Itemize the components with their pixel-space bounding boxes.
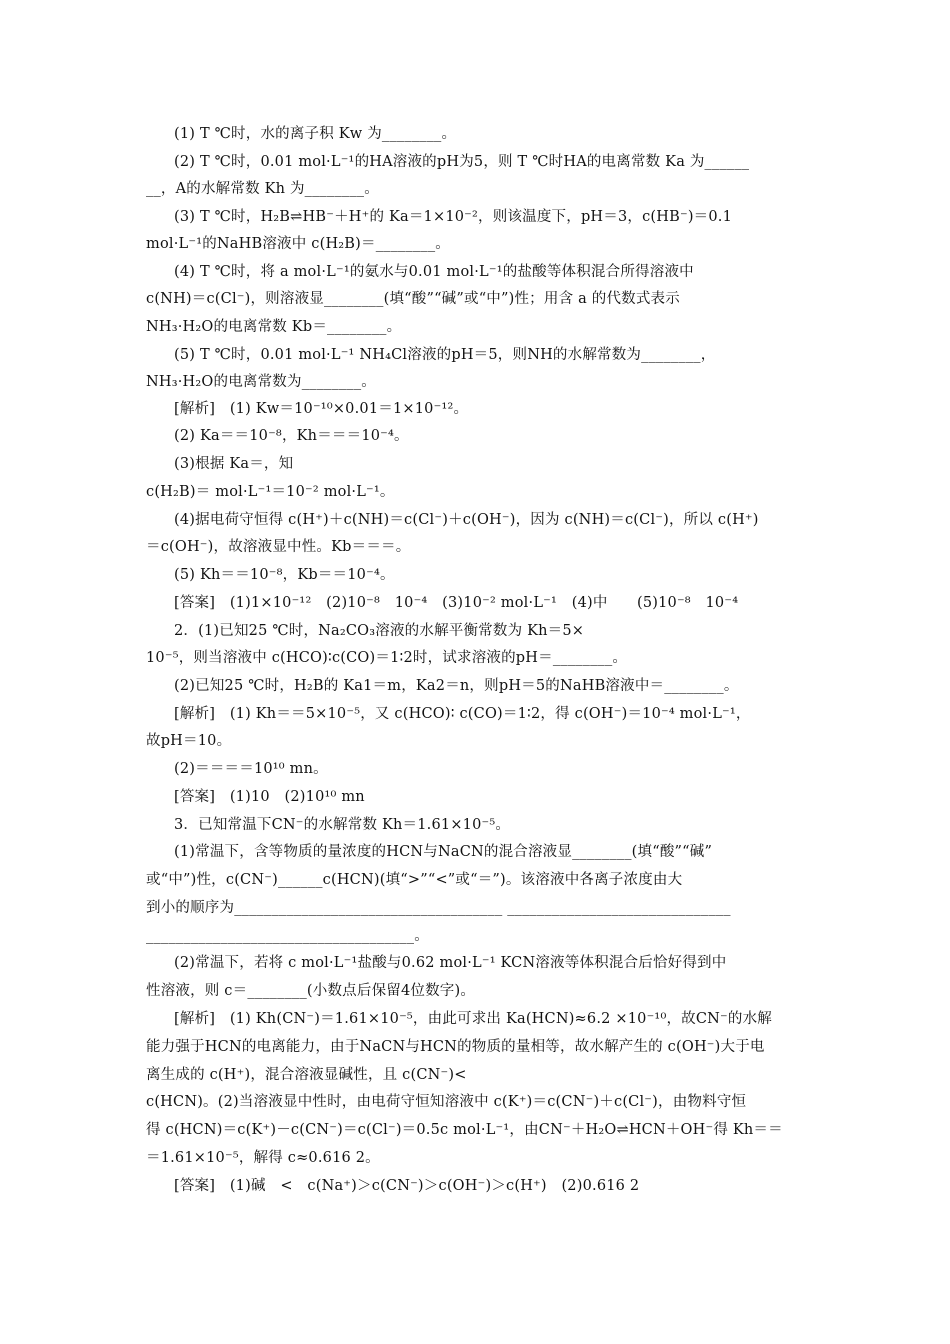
q3-answer-line: [答案] (1)碱 < c(Na⁺)＞c(CN⁻)＞c(OH⁻)＞c(H⁺) (2)0.616 2: [174, 1178, 640, 1194]
q2-analysis-line: 故pH＝10。: [146, 733, 232, 749]
q1-part5-line: (5) T ℃时，0.01 mol·L⁻¹ NH₄Cl溶液的pH＝5，则NH的水解常数为________，: [174, 347, 716, 363]
q1-analysis-line: (3)根据 Ka＝，知: [174, 456, 294, 472]
q2-stem-line-cont: 10⁻⁵，则当溶液中 c(HCO)∶c(CO)＝1∶2时，试求溶液的pH＝________。: [146, 650, 628, 666]
q2-part2-line: (2)已知25 ℃时，H₂B的 Ka1＝m，Ka2＝n，则pH＝5的NaHB溶液中＝________。: [174, 678, 739, 694]
q1-part4-line-cont2: NH₃·H₂O的电离常数 Kb＝________。: [146, 319, 402, 335]
q3-analysis-line: c(HCN)。(2)当溶液显中性时，由电荷守恒知溶液中 c(K⁺)＝c(CN⁻)＋c(Cl⁻)，由物料守恒: [146, 1094, 747, 1110]
q1-part1-line: (1) T ℃时，水的离子积 Kw 为________。: [174, 126, 457, 142]
q2-analysis-line: (2)＝＝＝＝10¹⁰ mn。: [174, 761, 328, 777]
q3-analysis-line: ＝1.61×10⁻⁵，解得 c≈0.616 2。: [146, 1150, 380, 1166]
q1-part5-line-cont: NH₃·H₂O的电离常数为________。: [146, 374, 376, 390]
q1-analysis-line: (2) Ka＝＝10⁻⁸，Kh＝＝＝10⁻⁴。: [174, 428, 409, 444]
q1-part4-line: (4) T ℃时，将 a mol·L⁻¹的氨水与0.01 mol·L⁻¹的盐酸等体积混合所得溶液中: [174, 264, 694, 280]
q1-analysis-line: [解析] (1) Kw＝10⁻¹⁰×0.01＝1×10⁻¹²。: [174, 401, 469, 417]
q1-part2-line-cont: __，A的水解常数 Kh 为________。: [146, 181, 379, 197]
q1-analysis-line: c(H₂B)＝ mol·L⁻¹＝10⁻² mol·L⁻¹。: [146, 484, 395, 500]
q3-part1-line-cont: ____________________________________。: [146, 928, 429, 944]
q3-part1-line: (1)常温下，含等物质的量浓度的HCN与NaCN的混合溶液显________(填“酸”“碱”: [174, 844, 713, 860]
q3-analysis-line: 能力强于HCN的电离能力，由于NaCN与HCN的物质的量相等，故水解产生的 c(OH⁻)大于电: [146, 1039, 765, 1055]
q1-analysis-line: (5) Kh＝＝10⁻⁸，Kb＝＝10⁻⁴。: [174, 567, 395, 583]
q2-stem-line: 2．(1)已知25 ℃时，Na₂CO₃溶液的水解平衡常数为 Kh＝5×: [174, 623, 585, 639]
q2-answer-line: [答案] (1)10 (2)10¹⁰ mn: [174, 789, 365, 805]
q3-analysis-line: 离生成的 c(H⁺)，混合溶液显碱性，且 c(CN⁻)<: [146, 1067, 467, 1083]
q3-analysis-line: [解析] (1) Kh(CN⁻)＝1.61×10⁻⁵，由此可求出 Ka(HCN)≈6.2 ×10⁻¹⁰，故CN⁻的水解: [174, 1011, 772, 1027]
q1-answer-line: [答案] (1)1×10⁻¹² (2)10⁻⁸ 10⁻⁴ (3)10⁻² mol·L⁻¹ (4)中 (5)10⁻⁸ 10⁻⁴: [174, 595, 739, 611]
q3-stem-line: 3．已知常温下CN⁻的水解常数 Kh＝1.61×10⁻⁵。: [174, 817, 511, 833]
q3-part2-line-cont: 性溶液，则 c＝________(小数点后保留4位数字)。: [146, 983, 476, 999]
q1-analysis-line: (4)据电荷守恒得 c(H⁺)＋c(NH)＝c(Cl⁻)＋c(OH⁻)，因为 c(NH)＝c(Cl⁻)，所以 c(H⁺): [174, 512, 759, 528]
q3-analysis-line: 得 c(HCN)＝c(K⁺)－c(CN⁻)＝c(Cl⁻)＝0.5c mol·L⁻¹，由CN⁻＋H₂O⇌HCN＋OH⁻得 Kh＝＝: [146, 1122, 783, 1138]
q1-part4-line-cont: c(NH)＝c(Cl⁻)，则溶液显________(填“酸”“碱”或“中”)性；用含 a 的代数式表示: [146, 291, 680, 307]
q3-part1-line-cont: 到小的顺序为____________________________________ ______________________________: [146, 900, 731, 916]
q1-analysis-line: ＝c(OH⁻)，故溶液显中性。Kb＝＝＝。: [146, 539, 411, 555]
q2-analysis-line: [解析] (1) Kh＝＝5×10⁻⁵，又 c(HCO)∶ c(CO)＝1∶2，得 c(OH⁻)＝10⁻⁴ mol·L⁻¹，: [174, 706, 751, 722]
q1-part3-line: (3) T ℃时，H₂B⇌HB⁻＋H⁺的 Ka＝1×10⁻²，则该温度下，pH＝3，c(HB⁻)＝0.1: [174, 209, 733, 225]
q3-part1-line-cont: 或“中”)性，c(CN⁻)______c(HCN)(填“>”“<”或“＝”)。该溶液中各离子浓度由大: [146, 872, 683, 888]
q1-part3-line-cont: mol·L⁻¹的NaHB溶液中 c(H₂B)＝________。: [146, 236, 451, 252]
q3-part2-line: (2)常温下，若将 c mol·L⁻¹盐酸与0.62 mol·L⁻¹ KCN溶液等体积混合后恰好得到中: [174, 955, 727, 971]
q1-part2-line: (2) T ℃时，0.01 mol·L⁻¹的HA溶液的pH为5，则 T ℃时HA的电离常数 Ka 为______: [174, 154, 750, 170]
